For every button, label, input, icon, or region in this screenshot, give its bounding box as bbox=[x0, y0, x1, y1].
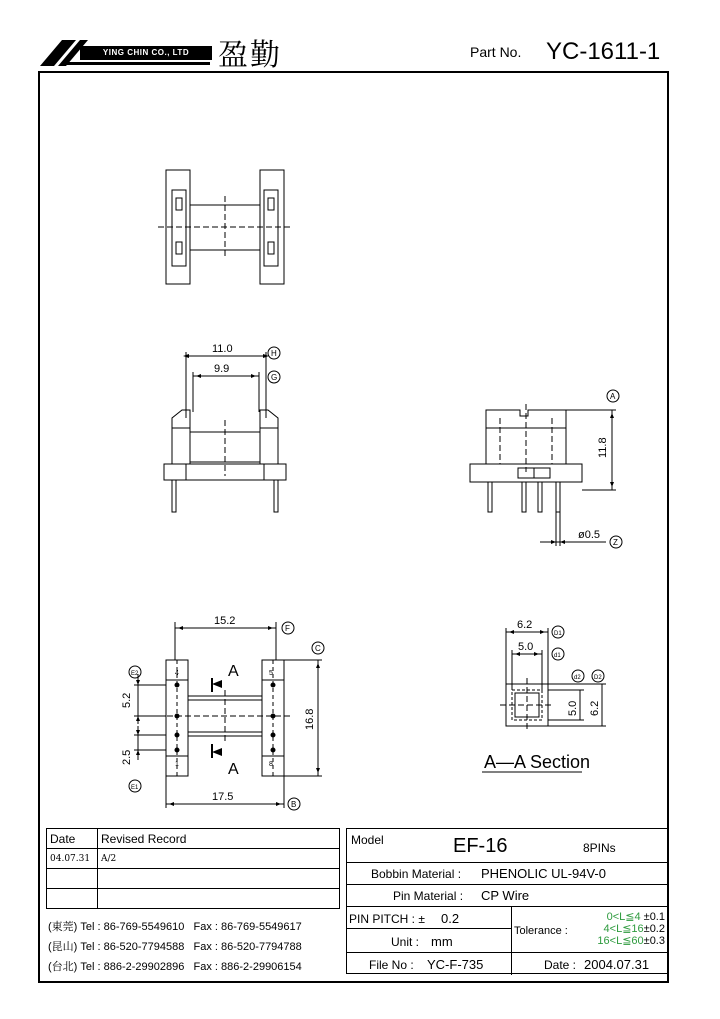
contact-location: (昆山) bbox=[48, 941, 78, 953]
pin-material-label: Pin Material : bbox=[393, 889, 464, 903]
tolerance-range-2: 4<L≦16 bbox=[603, 923, 644, 935]
contact-location: (台北) bbox=[48, 961, 78, 973]
part-no-label: Part No. bbox=[470, 44, 522, 60]
contact-tel: Tel : 86-520-7794588 bbox=[80, 941, 185, 953]
bottom-view bbox=[134, 622, 322, 808]
marker-c: C bbox=[315, 644, 321, 653]
contact-row bbox=[48, 918, 302, 934]
dim-2-5: 2.5 bbox=[121, 749, 133, 765]
revision-date-header: Date bbox=[47, 829, 98, 849]
sec-dim-6-2-vertical: 6.2 bbox=[589, 700, 601, 716]
sec-dim-6-2: 6.2 bbox=[517, 619, 533, 631]
revision-record-header: Revised Record bbox=[98, 829, 340, 849]
contact-row bbox=[48, 958, 302, 974]
marker-h: H bbox=[271, 349, 277, 358]
tolerance-range-1: 0<L≦4 bbox=[606, 911, 641, 923]
section-title: A—A Section bbox=[484, 752, 591, 772]
model-value: EF-16 bbox=[453, 835, 508, 857]
top-view bbox=[158, 170, 292, 284]
model-label: Model bbox=[351, 833, 384, 847]
pin-label-1: 1 bbox=[175, 761, 179, 768]
dim-17-5: 17.5 bbox=[212, 791, 234, 803]
bobbin-row bbox=[347, 863, 667, 885]
contact-tel: Tel : 886-2-29902896 bbox=[80, 961, 185, 973]
marker-g: G bbox=[271, 373, 278, 382]
marker-d2-upper: D2 bbox=[594, 675, 602, 681]
revision-record bbox=[98, 889, 340, 909]
company-name-cn: 盈勤 bbox=[218, 38, 282, 73]
pin-label-4: 4 bbox=[175, 670, 179, 677]
pin-label-5: 5 bbox=[269, 670, 273, 677]
dim-9-9: 9.9 bbox=[214, 363, 230, 375]
contact-fax: Fax : 86-769-5549617 bbox=[193, 921, 302, 933]
marker-d1-upper: D1 bbox=[554, 631, 562, 637]
marker-e1: E1 bbox=[131, 785, 139, 791]
pin-label-8: 8 bbox=[269, 761, 273, 768]
marker-b: B bbox=[291, 800, 297, 809]
contact-fax: Fax : 86-520-7794788 bbox=[193, 941, 302, 953]
revision-record bbox=[98, 869, 340, 889]
dim-11-0: 11.0 bbox=[212, 343, 233, 355]
dim-pin-diameter: ø0.5 bbox=[578, 529, 601, 541]
dim-5-2: 5.2 bbox=[121, 692, 133, 708]
marker-d2-lower: d2 bbox=[574, 675, 581, 681]
side-view bbox=[470, 404, 616, 546]
marker-d1-lower: d1 bbox=[554, 653, 561, 659]
dim-15-2: 15.2 bbox=[214, 615, 236, 627]
section-mark-bottom: A bbox=[228, 761, 239, 778]
pin-material-row bbox=[347, 885, 667, 907]
model-row bbox=[347, 829, 667, 863]
date-value: 2004.07.31 bbox=[584, 957, 650, 972]
unit-label: Unit : bbox=[391, 935, 420, 949]
tolerance-value-2: ±0.2 bbox=[643, 923, 665, 935]
marker-f: F bbox=[285, 624, 290, 633]
tolerance-label: Tolerance : bbox=[514, 925, 568, 937]
table-row bbox=[47, 849, 340, 869]
marker-a: A bbox=[610, 392, 616, 401]
contact-tel: Tel : 86-769-5549610 bbox=[80, 921, 185, 933]
pitch-label: PIN PITCH : ± bbox=[349, 912, 425, 926]
revision-record: A/2 bbox=[98, 849, 340, 869]
tolerance-block bbox=[512, 907, 669, 953]
marker-e2: E2 bbox=[131, 671, 139, 677]
table-row bbox=[47, 889, 340, 909]
marker-z: Z bbox=[613, 538, 618, 547]
revision-date bbox=[47, 869, 98, 889]
bobbin-label: Bobbin Material : bbox=[371, 867, 462, 881]
file-value: YC-F-735 bbox=[427, 957, 484, 972]
pin-material-value: CP Wire bbox=[481, 888, 530, 903]
pitch-value: 0.2 bbox=[441, 911, 460, 926]
pitch-row bbox=[347, 907, 511, 929]
date-row bbox=[512, 953, 669, 975]
sec-dim-5-0-vertical: 5.0 bbox=[567, 700, 579, 716]
pin-count: 8PINs bbox=[583, 841, 616, 855]
part-no-value: YC-1611-1 bbox=[546, 38, 661, 65]
revision-date bbox=[47, 889, 98, 909]
revision-table bbox=[46, 828, 340, 909]
file-row bbox=[347, 953, 511, 975]
dim-11-8: 11.8 bbox=[597, 437, 609, 458]
sec-dim-5-0: 5.0 bbox=[518, 641, 534, 653]
bobbin-value: PHENOLIC UL-94V-0 bbox=[481, 866, 606, 881]
section-view bbox=[482, 628, 606, 772]
revision-date: 04.07.31 bbox=[47, 849, 98, 869]
tolerance-values bbox=[597, 911, 665, 947]
tolerance-value-1: ±0.1 bbox=[643, 911, 665, 923]
date-label: Date : bbox=[544, 958, 577, 972]
contact-fax: Fax : 886-2-29906154 bbox=[193, 961, 302, 973]
contact-row bbox=[48, 938, 302, 954]
table-row bbox=[47, 869, 340, 889]
unit-value: mm bbox=[431, 934, 453, 949]
unit-row bbox=[347, 929, 511, 953]
contact-location: (東莞) bbox=[48, 921, 78, 933]
file-label: File No : bbox=[369, 958, 414, 972]
company-name-en: YING CHIN CO., LTD bbox=[80, 46, 212, 60]
title-block bbox=[346, 828, 668, 974]
dim-16-8: 16.8 bbox=[304, 708, 316, 730]
section-mark-top: A bbox=[228, 663, 239, 680]
tolerance-value-3: ±0.3 bbox=[643, 935, 665, 947]
tolerance-range-3: 16<L≦60 bbox=[597, 935, 644, 947]
